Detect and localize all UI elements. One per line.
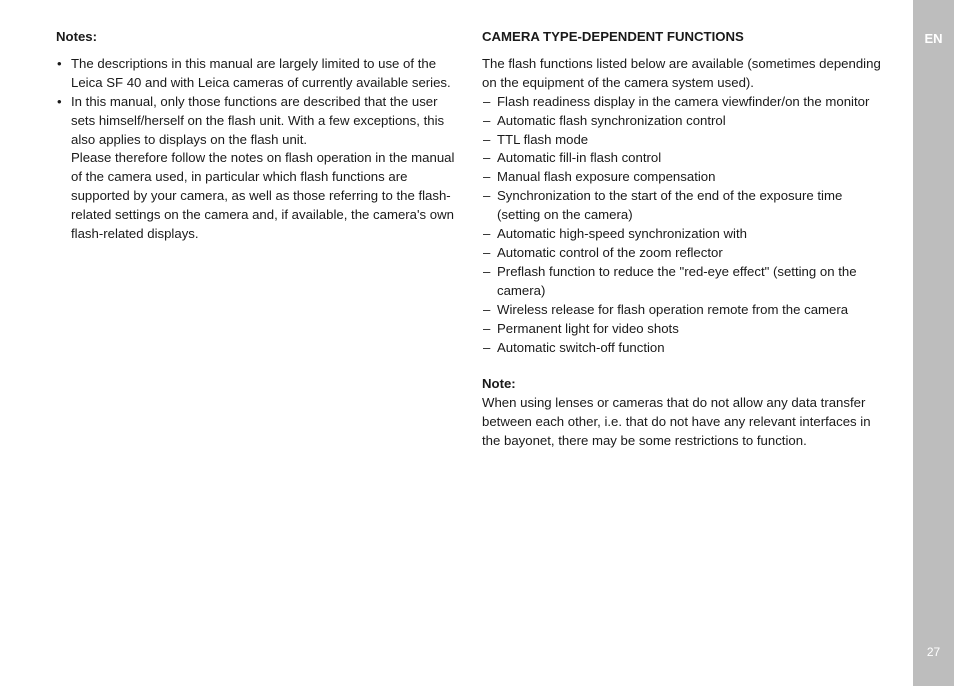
note-heading: Note:: [482, 376, 516, 392]
page-sidebar: [913, 0, 954, 686]
note-text: When using lenses or cameras that do not allow any data transfer between each other, i.e. that do not have any relevant interfaces in the bayonet, there may be some restrictions to function.: [482, 395, 871, 449]
function-item: – Preflash function to reduce the "red-eye effect" (setting on the camera): [482, 263, 884, 301]
notes-column: [56, 28, 458, 244]
notes-heading: Notes:: [56, 29, 98, 44]
function-item: – Automatic flash synchronization control: [482, 112, 884, 131]
function-item: – Flash readiness display in the camera viewfinder/on the monitor: [482, 93, 884, 112]
function-item: – Permanent light for video shots: [482, 320, 884, 339]
notes-item: [56, 55, 458, 93]
functions-heading: CAMERA TYPE-DEPENDENT FUNCTIONS: [482, 29, 744, 44]
notes-item-text: • The descriptions in this manual are largely limited to use of the Leica SF 40 and with Leica cameras of currently available series.: [71, 55, 451, 90]
function-item: – TTL flash mode: [482, 131, 884, 150]
functions-list: [482, 93, 884, 358]
functions-intro: The flash functions listed below are available (sometimes depending on the equipment of the camera system used).: [482, 55, 881, 90]
note-block: [482, 375, 884, 451]
function-item: – Synchronization to the start of the end of the exposure time (setting on the camera): [482, 187, 884, 225]
notes-item: [56, 93, 458, 244]
language-label: EN: [924, 31, 943, 46]
function-item: – Manual flash exposure compensation: [482, 168, 884, 187]
notes-list: [56, 55, 458, 244]
notes-item-extra: Please therefore follow the notes on flash operation in the manual of the camera used, in particular which flash functions are supported by your camera, as well as those referring to the flash-related settings on the camera and, if available, the camera's own flash-related displays.: [71, 150, 455, 242]
functions-column: [482, 28, 884, 451]
page-number: 27: [926, 645, 941, 659]
notes-item-text: • In this manual, only those functions are described that the user sets himself/herself on the flash unit. With a few exceptions, this also applies to displays on the flash unit.: [71, 93, 445, 147]
function-item: – Automatic fill-in flash control: [482, 149, 884, 168]
function-item: – Automatic switch-off function: [482, 339, 884, 358]
function-item: – Automatic control of the zoom reflector: [482, 244, 884, 263]
function-item: – Wireless release for flash operation remote from the camera: [482, 301, 884, 320]
function-item: – Automatic high-speed synchronization with: [482, 225, 884, 244]
